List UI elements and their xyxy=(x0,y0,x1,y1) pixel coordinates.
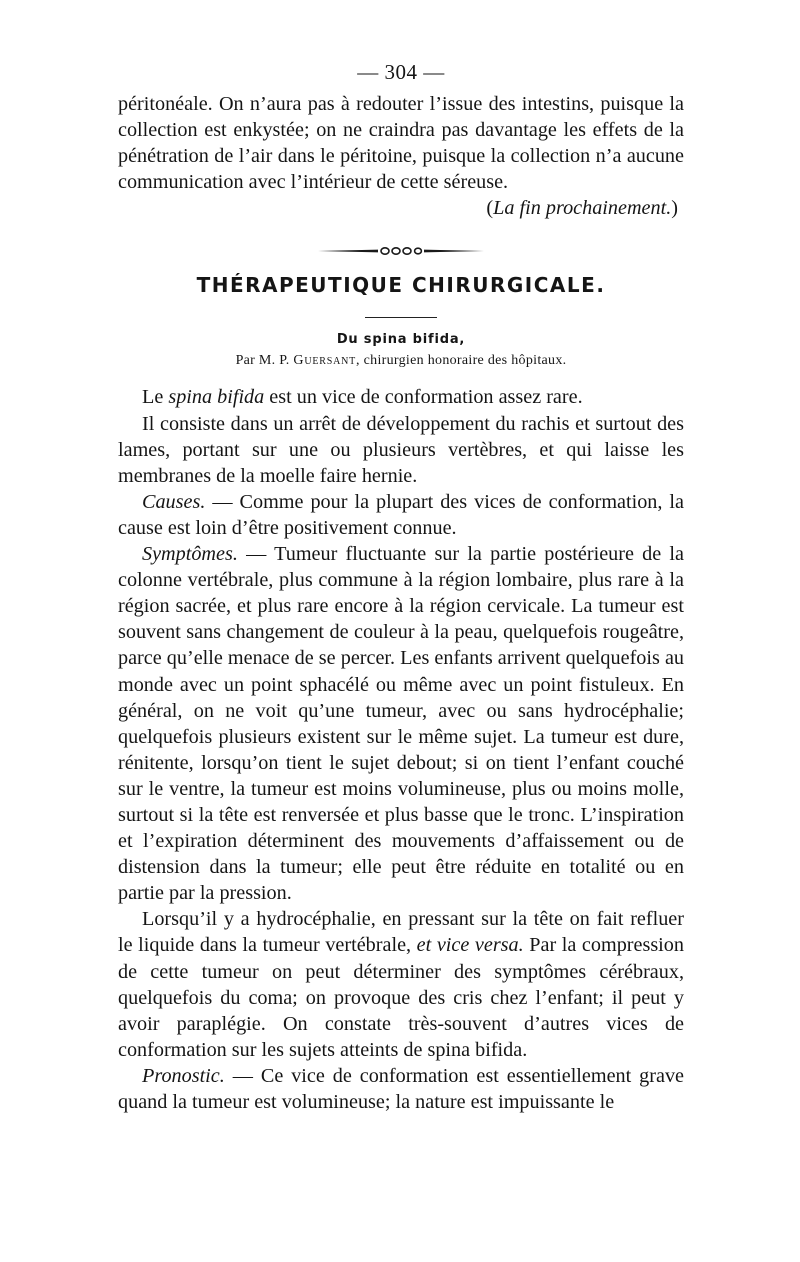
opening-paragraph: péritonéale. On n’aura pas à redouter l’issue des intestins, puisque la collection est enkystée; on ne craindra pas davantage les effets de la pénétration de l’air dans le péritoine, puisque la collection n’a aucune communication avec l’intérieur de cette séreuse. xyxy=(118,93,684,194)
symptoms-text: — Tumeur fluctuante sur la partie postérieure de la colonne vertébrale, plus commune à la région lombaire, plus rare à la région sacrée, et plus rare encore à la région cervicale. La tumeur est souvent sans changement de couleur à la peau, quelquefois rougeâtre, parce qu’elle menace de se percer. Les enfants arrivent quelquefois au monde avec un point sphacélé ou même avec un point fistuleux. En général, on ne voit qu’une tumeur, avec ou sans hydrocéphalie; quelquefois plusieurs existent sur le même sujet. La tumeur est dure, rénitente, lorsqu’on tient le sujet debout; si on tient l’enfant couché sur le ventre, la tumeur est moins volumineuse, plus ou moins molle, surtout si la tête est renversée et plus basse que le tronc. L’inspiration et l’expiration déterminent des mouvements d’affaissement ou de distension dans la tumeur; elle peut être réduite en totalité ou en partie par la pression. xyxy=(118,543,684,905)
continuation-note xyxy=(118,195,678,221)
paragraph-symptoms xyxy=(118,541,684,906)
paragraph-definition: Il consiste dans un arrêt de développement du rachis et surtout des lames, portant sur une ou plusieurs vertèbres, et qui laisse les membranes de la moelle faire hernie. xyxy=(118,412,684,487)
continuation-open-paren: ( xyxy=(486,197,494,220)
paragraph-causes xyxy=(118,489,684,541)
causes-label: Causes. xyxy=(142,490,206,513)
paragraph-prognosis xyxy=(118,1063,684,1115)
hydro-text-b: Par la compression de cette tumeur on peut déterminer des symptômes cérébraux, quelquefois du coma; on provoque des cris chez l’enfant; il peut y avoir paraplégie. On constate très-souvent d’autres vices de conformation sur les sujets atteints de spina bifida. xyxy=(118,934,684,1061)
prognosis-label: Pronostic. xyxy=(142,1064,225,1087)
author-name: Guersant xyxy=(293,353,357,369)
byline-suffix: , chirurgien honoraire des hôpitaux. xyxy=(356,353,567,369)
paragraph-hydrocephalus xyxy=(118,906,684,1063)
hydro-text-a: Lorsqu’il y a hydrocéphalie, en pressant sur la tête on fait refluer le liquide dans la tumeur vertébrale, xyxy=(118,908,684,957)
byline xyxy=(118,353,684,369)
section-ornament xyxy=(316,245,486,257)
symptoms-label: Symptômes. xyxy=(142,543,238,566)
book-page xyxy=(118,60,684,1115)
title-rule xyxy=(365,317,437,318)
page-number: — 304 — xyxy=(357,60,445,84)
intro-text-b: est un vice de conformation assez rare. xyxy=(264,386,583,409)
continuation-close-paren: ) xyxy=(671,197,678,220)
prognosis-text: — Ce vice de conformation est essentiellement grave quand la tumeur est volumineuse; la nature est impuissante le xyxy=(118,1064,684,1113)
intro-emphasis: spina bifida xyxy=(168,386,265,409)
intro-text-a: Le xyxy=(142,386,169,409)
continuation-text: La fin prochainement. xyxy=(493,197,672,220)
byline-prefix: Par M. P. xyxy=(235,353,290,369)
paragraph-intro xyxy=(118,384,684,410)
hydro-emphasis: et vice versa. xyxy=(416,934,524,957)
causes-text: — Comme pour la plupart des vices de conformation, la cause est loin d’être positivement connue. xyxy=(118,490,684,539)
article-title: Du spina bifida, xyxy=(336,332,466,348)
section-title: THÉRAPEUTIQUE CHIRURGICALE. xyxy=(196,273,606,298)
